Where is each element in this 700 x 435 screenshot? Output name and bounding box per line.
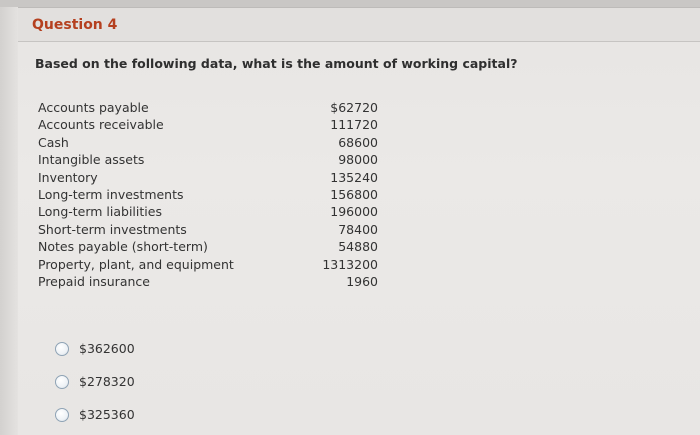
question-header (18, 7, 700, 42)
row-label: Prepaid insurance (38, 273, 150, 289)
row-value: 1313200 (322, 256, 378, 272)
data-row (38, 169, 378, 186)
row-value: 1960 (346, 273, 378, 289)
radio-button[interactable] (55, 375, 69, 389)
row-value: 98000 (338, 152, 378, 168)
row-label: Accounts payable (38, 100, 149, 115)
row-label: Intangible assets (38, 152, 145, 168)
data-row (38, 238, 378, 255)
row-value: 196000 (330, 204, 378, 220)
left-margin (0, 7, 18, 435)
answer-option-2[interactable] (55, 365, 135, 398)
top-border (0, 0, 700, 7)
data-row (38, 186, 378, 203)
data-row (38, 99, 378, 116)
question-title: Question 4 (32, 17, 118, 33)
data-row (38, 151, 378, 168)
row-value: 111720 (330, 117, 378, 133)
data-row (38, 203, 378, 220)
row-label: Long-term liabilities (38, 204, 162, 220)
row-value: 54880 (338, 239, 378, 255)
radio-button[interactable] (55, 408, 69, 422)
answer-option-1[interactable] (55, 332, 135, 365)
answer-option-3[interactable] (55, 398, 135, 431)
option-label[interactable]: $278320 (79, 374, 135, 389)
data-row (38, 273, 378, 290)
row-value: 78400 (338, 221, 378, 237)
row-label: Cash (38, 134, 69, 150)
row-label: Long-term investments (38, 186, 184, 202)
row-label: Short-term investments (38, 221, 187, 237)
data-row (38, 221, 378, 238)
row-label: Notes payable (short-term) (38, 239, 208, 255)
row-label: Accounts receivable (38, 117, 164, 133)
radio-button[interactable] (55, 342, 69, 356)
row-value: 68600 (338, 134, 378, 150)
answer-options (55, 332, 135, 431)
data-row (38, 256, 378, 273)
question-prompt: Based on the following data, what is the amount of working capital? (35, 56, 518, 71)
row-label: Inventory (38, 169, 98, 185)
row-value: 156800 (330, 186, 378, 202)
data-table (38, 99, 378, 290)
row-value: $62720 (330, 100, 378, 115)
data-row (38, 134, 378, 151)
data-row (38, 116, 378, 133)
row-label: Property, plant, and equipment (38, 256, 234, 272)
row-value: 135240 (330, 169, 378, 185)
option-label[interactable]: $362600 (79, 341, 135, 356)
option-label[interactable]: $325360 (79, 407, 135, 422)
